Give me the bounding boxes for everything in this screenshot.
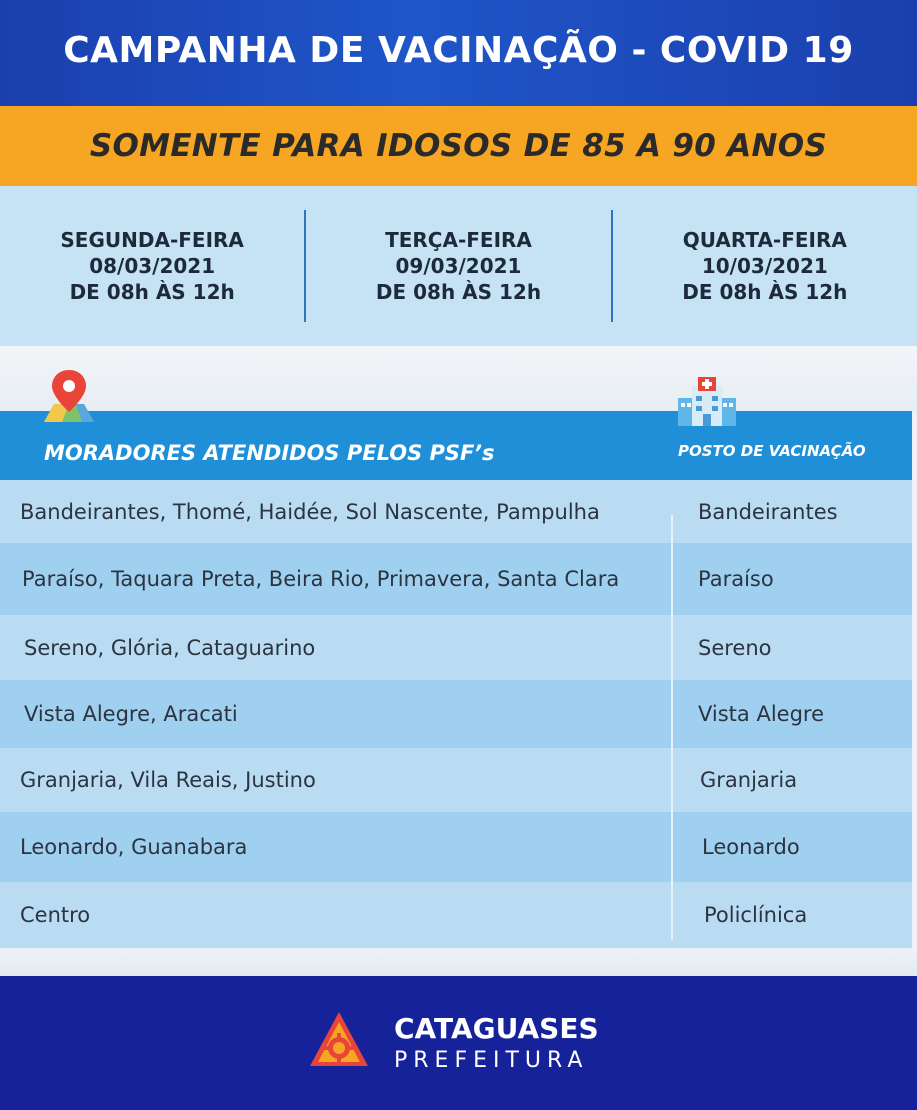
row-post: Sereno [698, 635, 772, 660]
map-pin-icon [40, 368, 98, 426]
day-tuesday [306, 227, 610, 305]
footer-org-name: PREFEITURA [394, 1048, 589, 1073]
table-row [0, 812, 912, 882]
day-wednesday [613, 227, 917, 305]
day-weekday: QUARTA-FEIRA [682, 228, 847, 252]
table-row [0, 748, 912, 812]
table-row [0, 680, 912, 748]
row-residents: Vista Alegre, Aracati [24, 702, 238, 726]
table-row [0, 480, 912, 543]
schedule-days [0, 186, 917, 346]
row-post: Vista Alegre [698, 702, 824, 726]
table-row [0, 543, 912, 615]
row-residents: Centro [20, 903, 91, 927]
row-residents: Bandeirantes, Thomé, Haidée, Sol Nascente, Pampulha [20, 499, 600, 524]
day-date: 08/03/2021 [89, 254, 216, 278]
age-banner [0, 106, 917, 186]
day-monday [0, 227, 304, 305]
page-title: CAMPANHA DE VACINAÇÃO - COVID 19 [63, 29, 854, 71]
column-header-post: POSTO DE VACINAÇÃO [678, 442, 866, 460]
cataguases-logo-icon [308, 1010, 370, 1068]
campaign-header [0, 0, 917, 106]
cloud-background [0, 346, 917, 412]
column-header-residents: MORADORES ATENDIDOS PELOS PSF’s [44, 441, 495, 465]
table-row [0, 882, 912, 948]
age-banner-text: SOMENTE PARA IDOSOS DE 85 A 90 ANOS [89, 128, 828, 164]
row-post: Paraíso [698, 567, 774, 591]
row-residents: Granjaria, Vila Reais, Justino [20, 768, 316, 792]
day-hours: DE 08h ÀS 12h [375, 280, 542, 304]
row-post: Leonardo [702, 835, 800, 859]
row-residents: Sereno, Glória, Cataguarino [24, 635, 316, 660]
day-hours: DE 08h ÀS 12h [682, 280, 848, 304]
hospital-icon [676, 376, 738, 428]
day-date: 09/03/2021 [395, 254, 522, 278]
day-weekday: SEGUNDA-FEIRA [60, 228, 244, 252]
table-header [0, 411, 912, 480]
row-post: Bandeirantes [698, 499, 838, 524]
day-hours: DE 08h ÀS 12h [69, 280, 235, 304]
row-post: Policlínica [704, 903, 808, 927]
row-residents: Paraíso, Taquara Preta, Beira Rio, Primavera, Santa Clara [22, 567, 620, 591]
footer-city-name: CATAGUASES [394, 1012, 599, 1045]
day-date: 10/03/2021 [701, 254, 828, 278]
row-post: Granjaria [700, 768, 798, 792]
table-row [0, 615, 912, 680]
cloud-background-bottom [0, 948, 917, 976]
row-residents: Leonardo, Guanabara [20, 835, 248, 859]
column-divider [671, 515, 673, 940]
day-weekday: TERÇA-FEIRA [385, 228, 532, 252]
